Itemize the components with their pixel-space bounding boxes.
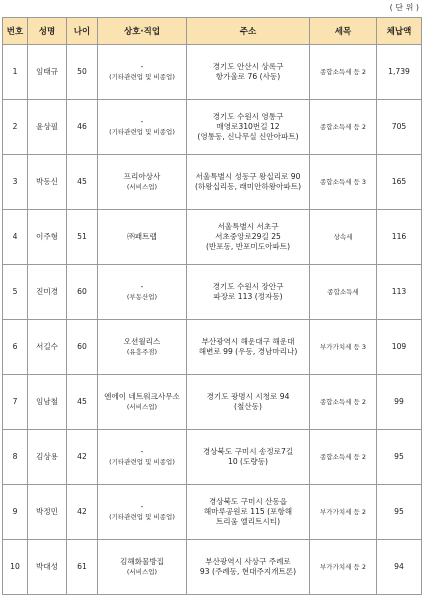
table-row (3, 430, 422, 485)
taxpayer-name: 윤상필 (28, 100, 67, 155)
taxpayer-name: 박동신 (28, 155, 67, 210)
tax-type: 종합소득세 등 2 (310, 100, 377, 155)
address-line: 경기도 안산시 상록구 (212, 62, 284, 71)
address-line: 트리움 엘리트시티) (215, 517, 281, 526)
table-row (3, 320, 422, 375)
address-line: 10 (도량동) (227, 457, 268, 466)
tax-type: 종합소득세 (310, 265, 377, 320)
taxpayer-age: 42 (67, 430, 98, 485)
address-line: 부산광역시 해운대구 해운대 (201, 337, 295, 346)
business-name-line: 오션월리스 (123, 337, 161, 346)
address (187, 540, 310, 595)
table-row (3, 485, 422, 540)
taxpayer-age: 42 (67, 485, 98, 540)
table-row (3, 155, 422, 210)
header-row (3, 18, 422, 45)
address-line: 경기도 광명시 시청로 94 (206, 392, 290, 401)
taxpayer-name: 김상용 (28, 430, 67, 485)
business-name-line: 김해화물방집 (119, 557, 164, 566)
address (187, 45, 310, 100)
table-row (3, 100, 422, 155)
business-name (98, 430, 187, 485)
delinquent-amount: 99 (377, 375, 422, 430)
business-name-line: - (140, 282, 144, 291)
table-row (3, 45, 422, 100)
business-name-line: - (140, 117, 144, 126)
business-name (98, 210, 187, 265)
address-line: 해마루공원로 115 (포항해 (203, 507, 293, 516)
address-line: 부산광역시 사상구 주례로 (205, 557, 291, 566)
row-number: 6 (3, 320, 28, 375)
row-number: 9 (3, 485, 28, 540)
taxpayer-age: 60 (67, 265, 98, 320)
business-name-line: - (140, 502, 144, 511)
business-name-line: 프리아상사 (123, 172, 161, 181)
address-line: 경상북도 구미시 산동읍 (208, 497, 288, 506)
business-name (98, 100, 187, 155)
taxpayer-age: 60 (67, 320, 98, 375)
address-line: 파장로 113 (정자동) (213, 292, 283, 301)
taxpayer-name: 박대성 (28, 540, 67, 595)
row-number: 4 (3, 210, 28, 265)
taxpayer-name: 임남철 (28, 375, 67, 430)
tax-type: 부가가치세 등 2 (310, 485, 377, 540)
unit-label: ( 단 위 ) (389, 3, 419, 12)
row-number: 5 (3, 265, 28, 320)
address (187, 100, 310, 155)
tax-type: 종합소득세 등 2 (310, 375, 377, 430)
delinquent-amount: 113 (377, 265, 422, 320)
business-name (98, 45, 187, 100)
tax-type: 종합소득세 등 3 (310, 155, 377, 210)
address-line: 해변로 99 (우동, 경남마리나) (198, 347, 298, 356)
address-line: 항가울로 76 (사동) (215, 72, 281, 81)
header-tax-type: 세목 (310, 18, 377, 45)
business-name-line: (부동산업) (126, 293, 158, 301)
table-row (3, 375, 422, 430)
row-number: 7 (3, 375, 28, 430)
business-name-line: - (140, 62, 144, 71)
row-number: 1 (3, 45, 28, 100)
address-line: (반포동, 반포미도아파트) (205, 242, 291, 251)
address (187, 430, 310, 485)
address-line: (하왕십리동, 래미안하왕아파트) (194, 182, 302, 191)
address-line: 서울특별시 서초구 (217, 222, 279, 231)
tax-type: 종합소득세 등 2 (310, 430, 377, 485)
tax-type: 부가가치세 등 3 (310, 320, 377, 375)
delinquent-amount: 165 (377, 155, 422, 210)
address (187, 375, 310, 430)
header-amount: 체납액 (377, 18, 422, 45)
address-line: 경기도 수원시 장안구 (212, 282, 284, 291)
business-name-line: (기타관련업 및 비종업) (109, 458, 175, 466)
business-name-line: ㈜패트랩 (127, 232, 157, 241)
business-name (98, 320, 187, 375)
header-address: 주소 (187, 18, 310, 45)
address-line: 매영로310번길 12 (216, 122, 280, 131)
address-line: 93 (주례동, 현대주지개트론) (199, 567, 297, 576)
tax-type: 상속세 (310, 210, 377, 265)
address-line: 서울특별시 성동구 왕십리로 90 (195, 172, 301, 181)
row-number: 2 (3, 100, 28, 155)
address-line: 경기도 수원시 영통구 (212, 112, 284, 121)
delinquent-amount: 705 (377, 100, 422, 155)
delinquent-amount: 116 (377, 210, 422, 265)
business-name-line: - (140, 447, 144, 456)
business-name-line: (서비스업) (126, 183, 158, 191)
address-line: 서초중앙로29길 25 (215, 232, 281, 241)
address (187, 320, 310, 375)
business-name-line: 엔에이 네트워크사무소 (104, 392, 180, 401)
business-name (98, 265, 187, 320)
taxpayer-age: 51 (67, 210, 98, 265)
taxpayer-age: 45 (67, 375, 98, 430)
address (187, 155, 310, 210)
delinquent-taxpayer-table (2, 17, 422, 595)
taxpayer-name: 서길수 (28, 320, 67, 375)
taxpayer-age: 50 (67, 45, 98, 100)
row-number: 8 (3, 430, 28, 485)
delinquent-amount: 95 (377, 430, 422, 485)
header-age: 나이 (67, 18, 98, 45)
address-line: 경상북도 구미시 송정로7길 (202, 447, 294, 456)
address (187, 265, 310, 320)
business-name-line: (기타관련업 및 비종업) (109, 513, 175, 521)
header-name: 성명 (28, 18, 67, 45)
business-name (98, 155, 187, 210)
taxpayer-name: 진미경 (28, 265, 67, 320)
business-name-line: (기타관련업 및 비종업) (109, 73, 175, 81)
row-number: 10 (3, 540, 28, 595)
business-name (98, 375, 187, 430)
address-line: (철산동) (234, 402, 262, 411)
taxpayer-name: 이주형 (28, 210, 67, 265)
table-row (3, 210, 422, 265)
business-name (98, 485, 187, 540)
taxpayer-age: 45 (67, 155, 98, 210)
tax-type: 부가가치세 등 2 (310, 540, 377, 595)
business-name-line: (기타관련업 및 비종업) (109, 128, 175, 136)
taxpayer-age: 46 (67, 100, 98, 155)
delinquent-amount: 94 (377, 540, 422, 595)
delinquent-amount: 109 (377, 320, 422, 375)
taxpayer-age: 61 (67, 540, 98, 595)
address (187, 210, 310, 265)
row-number: 3 (3, 155, 28, 210)
header-business: 상호·직업 (98, 18, 187, 45)
delinquent-amount: 95 (377, 485, 422, 540)
taxpayer-name: 박정민 (28, 485, 67, 540)
taxpayer-name: 임태규 (28, 45, 67, 100)
business-name (98, 540, 187, 595)
tax-type: 종합소득세 등 2 (310, 45, 377, 100)
address (187, 485, 310, 540)
header-number: 번호 (3, 18, 28, 45)
table-row (3, 540, 422, 595)
address-line: (영통동, 신나무실 신안아파트) (197, 132, 299, 141)
business-name-line: (서비스업) (126, 403, 158, 411)
business-name-line: (서비스업) (126, 568, 158, 576)
business-name-line: (유흥주점) (126, 348, 158, 356)
delinquent-amount: 1,739 (377, 45, 422, 100)
table-row (3, 265, 422, 320)
